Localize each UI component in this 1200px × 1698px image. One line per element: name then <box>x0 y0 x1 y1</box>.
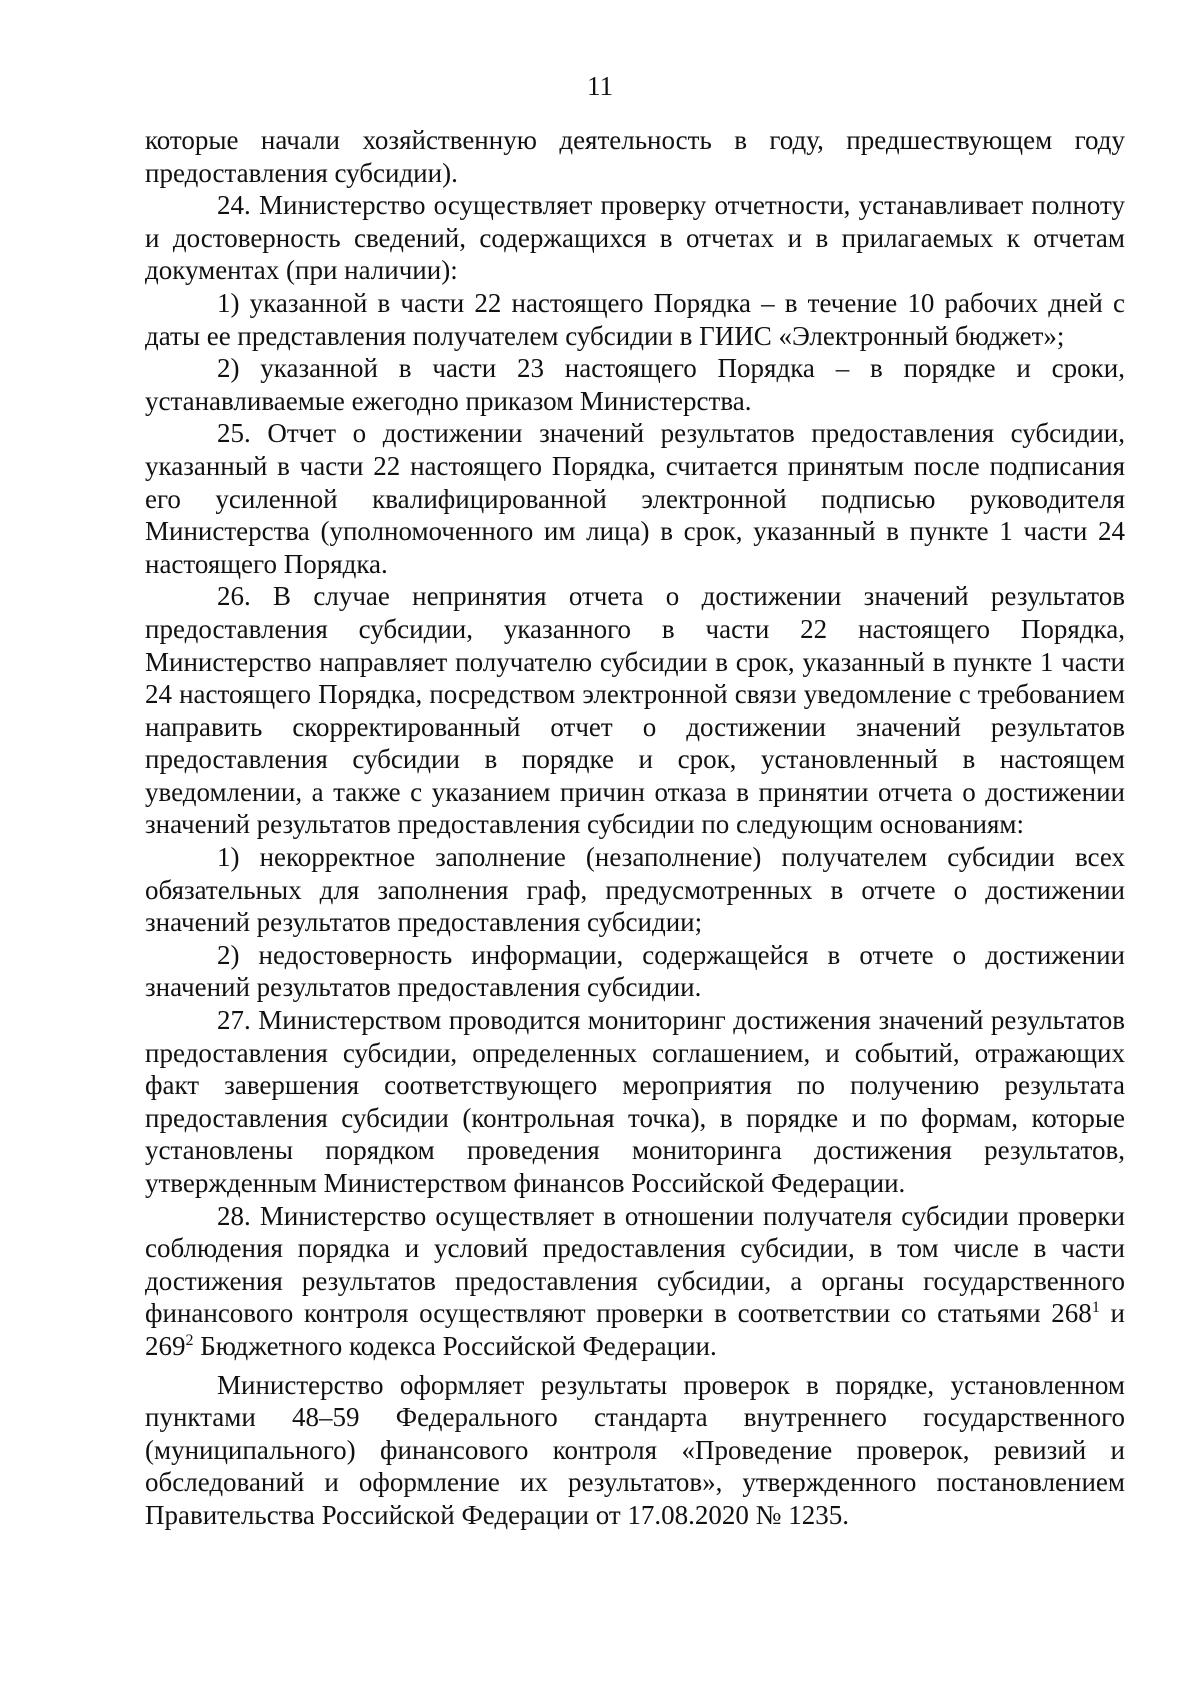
document-body <box>145 124 1125 1532</box>
paragraph-28-text-a: 28. Министерство осуществляет в отношении получателя субсидии проверки соблюдения порядка и условий предоставления субсидии, в том числе в части достижения результатов предоставления субсидии, а органы государственного финансового контроля осуществляют проверки в соответствии со статьями 268 <box>145 1200 1125 1329</box>
paragraph-25: 25. Отчет о достижении значений результатов предоставления субсидии, указанный в части 22 настоящего Порядка, считается принятым после подписания его усиленной квалифицированной электронной подписью руководителя Министерства (уполномоченного им лица) в срок, указанный в пункте 1 части 24 настоящего Порядка. <box>145 418 1125 579</box>
superscript-2: 2 <box>185 1331 194 1349</box>
superscript-1: 1 <box>1091 1299 1100 1317</box>
paragraph-28-text-c: Бюджетного кодекса Российской Федерации. <box>193 1330 717 1361</box>
paragraph-final: Министерство оформляет результаты проверок в порядке, установленном пунктами 48–59 Федерального стандарта внутреннего государственного (муниципального) финансового контроля «Проведение проверок, ревизий и обследований и оформление их результатов», утвержденного постановлением Правительства Российской Федерации от 17.08.2020 № 1235. <box>145 1369 1125 1530</box>
paragraph-28-text-b: и 269 <box>145 1298 1125 1361</box>
paragraph-26-item-1: 1) некорректное заполнение (незаполнение) получателем субсидии всех обязательных для заполнения граф, предусмотренных в отчете о достижении значений результатов предоставления субсидии; <box>145 842 1125 938</box>
paragraph-26: 26. В случае непринятия отчета о достижении значений результатов предоставления субсидии, указанного в части 22 настоящего Порядка, Министерство направляет получателю субсидии в срок, указанный в пункте 1 части 24 настоящего Порядка, посредством электронной связи уведомление с требованием направить скорректированный отчет о достижении значений результатов предоставления субсидии в порядке и срок, установленный в настоящем уведомлении, а также с указанием причин отказа в принятии отчета о достижении значений результатов предоставления субсидии по следующим основаниям: <box>145 581 1125 840</box>
paragraph-24-item-2: 2) указанной в части 23 настоящего Порядка – в порядке и сроки, устанавливаемые ежегодно приказом Министерства. <box>145 353 1125 416</box>
paragraph-26-item-2: 2) недостоверность информации, содержащейся в отчете о достижении значений результатов предоставления субсидии. <box>145 939 1125 1003</box>
paragraph-continuation: которые начали хозяйственную деятельность в году, предшествующем году предоставления субсидии). <box>145 125 1125 188</box>
paragraph-28 <box>145 1200 1125 1363</box>
paragraph-24: 24. Министерство осуществляет проверку отчетности, устанавливает полноту и достоверность сведений, содержащихся в отчетах и в прилагаемых к отчетам документах (при наличии): <box>145 190 1125 286</box>
paragraph-24-item-1: 1) указанной в части 22 настоящего Порядка – в течение 10 рабочих дней с даты ее представления получателем субсидии в ГИИС «Электронный бюджет»; <box>145 287 1125 351</box>
paragraph-27: 27. Министерством проводится мониторинг достижения значений результатов предоставления субсидии, определенных соглашением, и событий, отражающих факт завершения соответствующего мероприятия по получению результата предоставления субсидии (контрольная точка), в порядке и по формам, которые установлены порядком проведения мониторинга достижения результатов, утвержденным Министерством финансов Российской Федерации. <box>145 1005 1125 1198</box>
page-number: 11 <box>587 71 613 101</box>
